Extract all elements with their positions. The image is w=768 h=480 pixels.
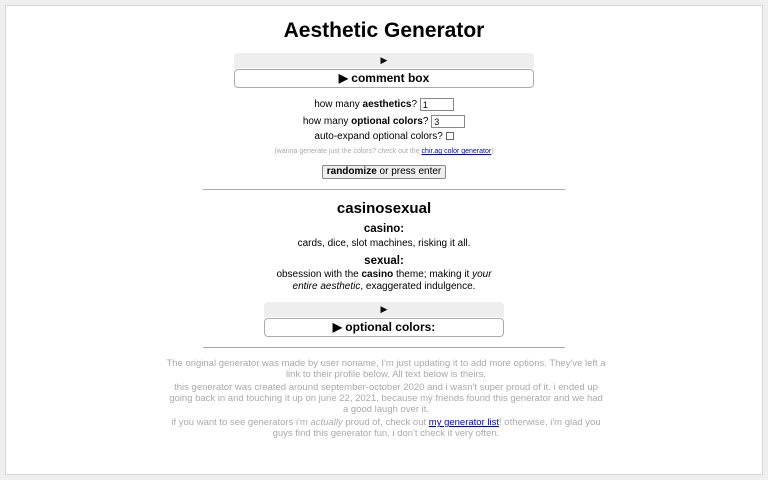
footer-note-1: The original generator was made by user noname, I'm just updating it to add more options. They've left a link to their profile below. All text below is theirs. <box>166 358 606 380</box>
part-heading: sexual: <box>364 255 404 267</box>
autoexpand-label: auto-expand optional colors? <box>314 131 443 142</box>
autoexpand-checkbox[interactable] <box>446 132 454 140</box>
t: proud of, check out <box>342 417 429 428</box>
t: ! otherwise, i'm glad you guys find this generator fun. i don't check it very often. <box>272 417 601 439</box>
footer-note-2: this generator was created around september-october 2020 and i wasn't super proud of it. i ended up going back in and touching it up on june 22, 2021, because my friends found this generator and we had a good laugh over it. <box>169 382 603 415</box>
colors-count-input[interactable] <box>431 115 465 128</box>
t: theme; making it <box>393 269 473 280</box>
autoexpand-row <box>6 130 762 144</box>
hint: (wanna generate just the colors? check out the <box>274 148 422 155</box>
button-label: randomize <box>326 166 377 177</box>
t: if you want to see generators i'm <box>171 417 311 428</box>
generator-list-link[interactable]: my generator list <box>428 417 500 428</box>
randomize-button[interactable] <box>322 165 447 179</box>
part-description: cards, dice, slot machines, risking it all. <box>297 238 471 249</box>
collapsed-details-toggle[interactable]: ▶ <box>264 302 504 317</box>
result-name: casinosexual <box>336 200 432 217</box>
t: your entire aesthetic <box>292 269 492 292</box>
t: , exaggerated indulgence. <box>360 280 476 292</box>
part-heading: casino: <box>363 223 405 235</box>
label-bold: aesthetics <box>362 99 412 111</box>
footer-note-3 <box>166 417 606 439</box>
page-card <box>5 5 763 475</box>
label: how many <box>302 116 352 128</box>
t: obsession with the <box>276 269 362 280</box>
collapsed-details-toggle[interactable]: ▶ <box>234 53 534 68</box>
colors-count-row <box>6 115 762 129</box>
hint: ) <box>491 148 494 155</box>
color-generator-link[interactable]: chir.ag color generator <box>421 148 492 155</box>
label: how many <box>314 99 363 111</box>
t: casino <box>361 269 394 280</box>
optional-colors-toggle[interactable]: ▶ optional colors: <box>264 318 504 337</box>
t: actually <box>310 417 343 428</box>
label-bold: optional colors <box>351 116 423 128</box>
aesthetics-count-input[interactable] <box>420 98 454 111</box>
hint-text <box>6 145 762 159</box>
divider <box>203 347 565 348</box>
comment-box-toggle[interactable]: ▶ comment box <box>234 69 534 88</box>
page-title: Aesthetic Generator <box>283 19 485 42</box>
label: ? <box>411 99 418 111</box>
divider <box>203 189 565 190</box>
button-label: or press enter <box>376 166 442 177</box>
aesthetics-count-row <box>6 98 762 112</box>
label: ? <box>422 116 429 128</box>
part-description <box>264 269 504 292</box>
